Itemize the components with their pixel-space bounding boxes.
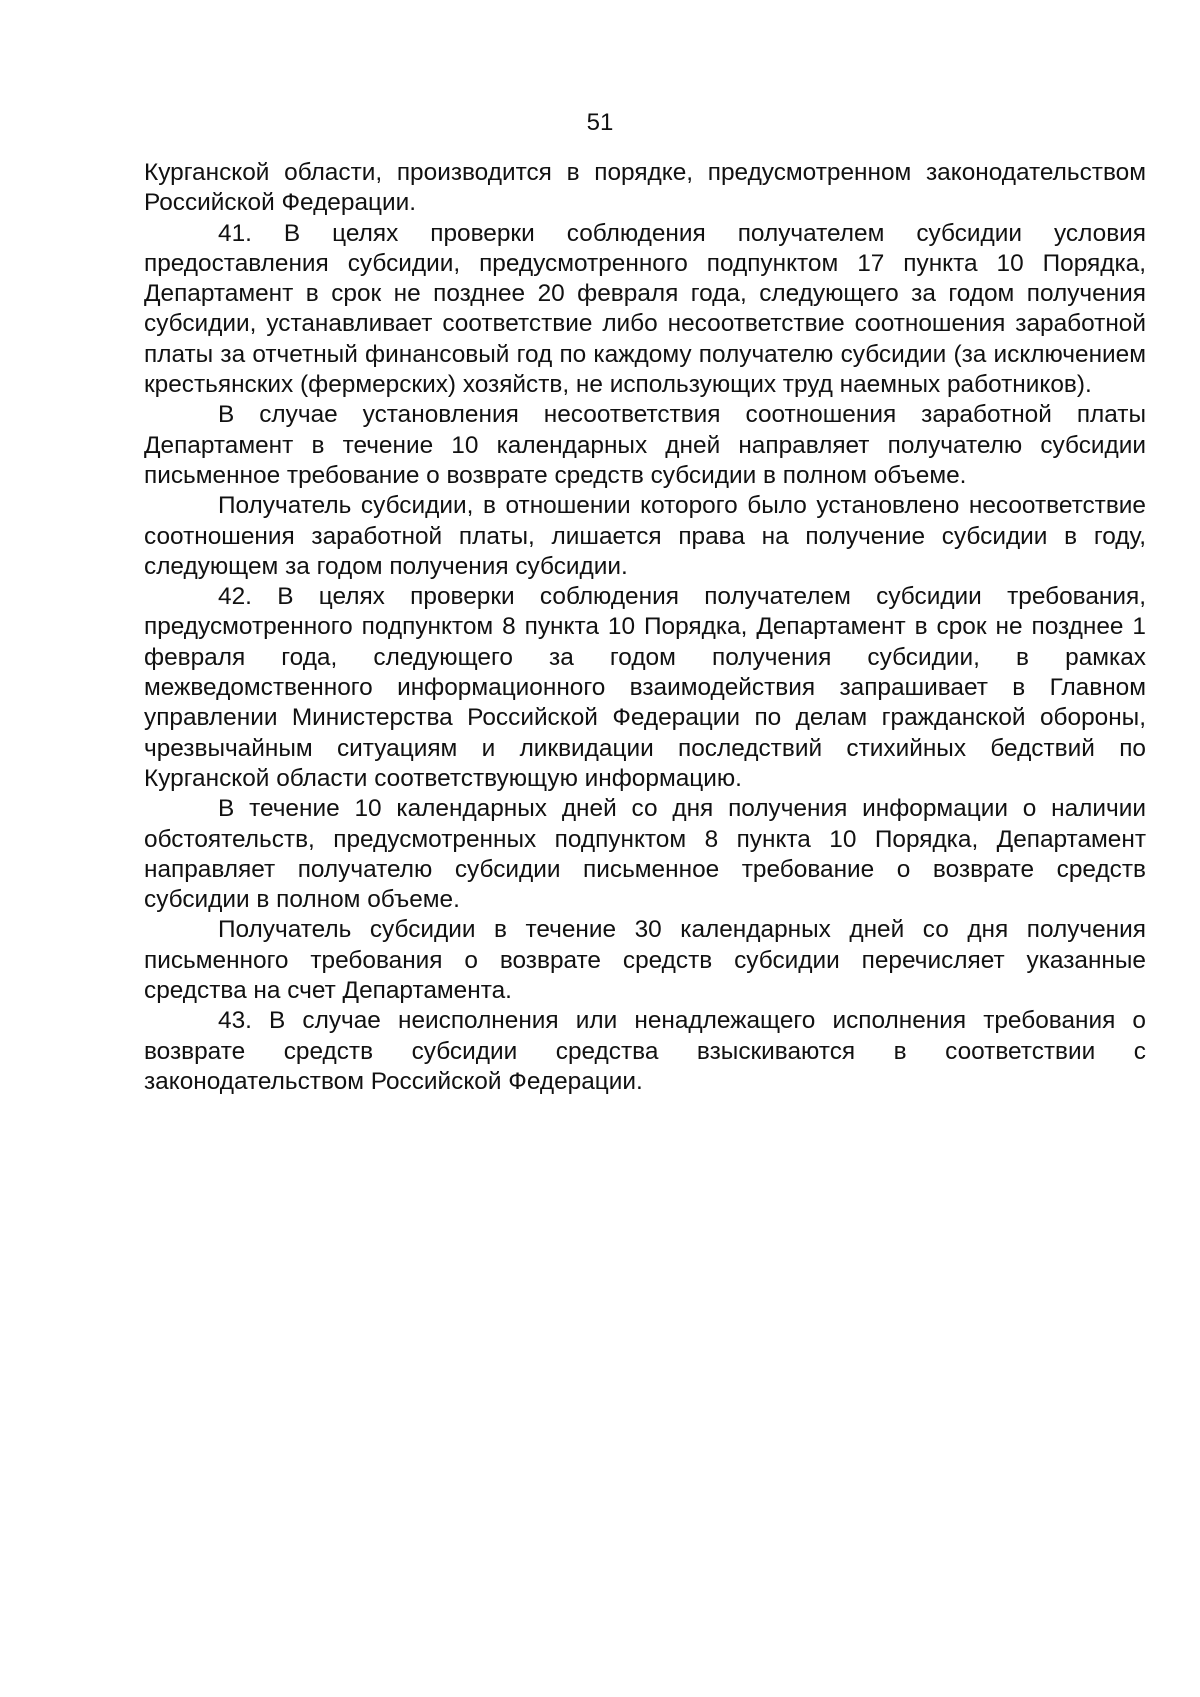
paragraph-transfer-funds: Получатель субсидии в течение 30 календарных дней со дня получения письменного требования о возврате средств субсидии перечисляет указанные средства на счет Департамента. (144, 916, 1146, 1005)
document-body (144, 158, 1146, 1097)
paragraph-loss-of-right: Получатель субсидии, в отношении которого было установлено несоответствие соотношения заработной платы, лишается права на получение субсидии в году, следующем за годом получения субсидии. (144, 492, 1146, 580)
paragraph-item-41: 41. В целях проверки соблюдения получателем субсидии условия предоставления субсидии, предусмотренного подпунктом 17 пункта 10 Порядка, Департамент в срок не позднее 20 февраля года, следующего за годом получения субсидии, устанавливает соответствие либо несоответствие соотношения заработной платы за отчетный финансовый год по каждому получателю субсидии (за исключением крестьянских (фермерских) хозяйств, не использующих труд наемных работников). (144, 219, 1146, 399)
page-number: 51 (586, 109, 614, 136)
paragraph-item-43: 43. В случае неисполнения или ненадлежащего исполнения требования о возврате средств субсидии средства взыскиваются в соответствии с законодательством Российской Федерации. (144, 1007, 1146, 1095)
paragraph-mismatch-requirement: В случае установления несоответствия соотношения заработной платы Департамент в течение 10 календарных дней направляет получателю субсидии письменное требование о возврате средств субсидии в полном объеме. (144, 401, 1146, 489)
paragraph-return-requirement: В течение 10 календарных дней со дня получения информации о наличии обстоятельств, предусмотренных подпунктом 8 пункта 10 Порядка, Департамент направляет получателю субсидии письменное требование о возврате средств субсидии в полном объеме. (144, 795, 1146, 914)
paragraph-item-42: 42. В целях проверки соблюдения получателем субсидии требования, предусмотренного подпунктом 8 пункта 10 Порядка, Департамент в срок не позднее 1 февраля года, следующего за годом получения субсидии, в рамках межведомственного информационного взаимодействия запрашивает в Главном управлении Министерства Российской Федерации по делам гражданской обороны, чрезвычайным ситуациям и ликвидации последствий стихийных бедствий по Курганской области соответствующую информацию. (144, 583, 1146, 792)
paragraph-continuation: Курганской области, производится в порядке, предусмотренном законодательством Российской Федерации. (144, 159, 1146, 217)
